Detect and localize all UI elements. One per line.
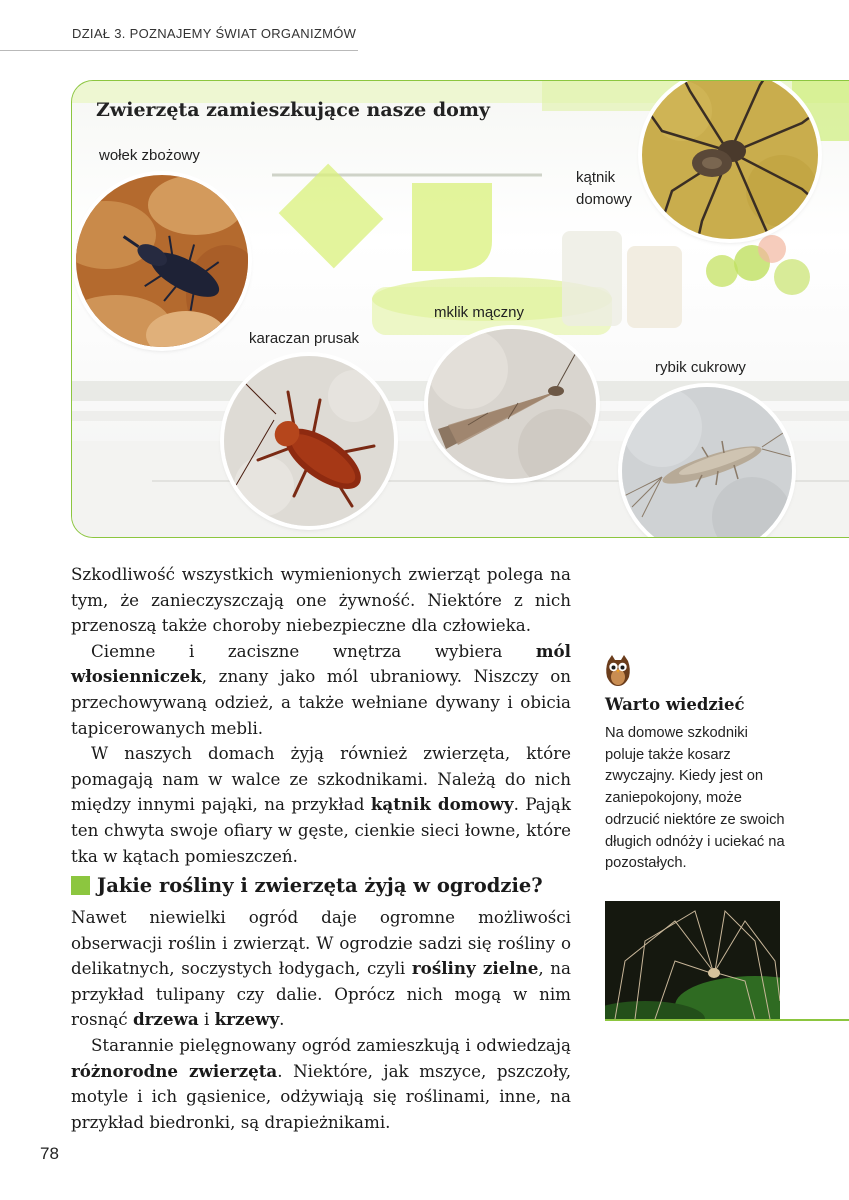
label-flour-moth: mklik mączny	[434, 304, 525, 321]
label-cockroach: karaczan prusak	[249, 330, 360, 347]
paragraph: Starannie pielęgnowany ogród zamieszkują i odwiedzają różnorodne zwierzęta. Niektóre, jak mszyce, pszczoły, motyle i ich gąsienice, odżywiają się roślinami, inne, na przykład biedronki, są drapieżnikami.	[71, 1034, 571, 1132]
page-header	[0, 0, 849, 52]
cockroach-photo	[224, 356, 394, 526]
label-house-spider: kątnik domowy	[576, 169, 632, 208]
label-silverfish: rybik cukrowy	[655, 359, 746, 376]
fact-box-title: Warto wiedzieć	[605, 695, 745, 714]
paragraph: Szkodliwość wszystkich wymienionych zwierząt polega na tym, że zanieczyszczają one żywność. Niektóre z nich przenoszą także choroby niebezpieczne dla człowieka.	[71, 564, 571, 636]
paragraph: Ciemne i zaciszne wnętrza wybiera mól włosienniczek, znany jako mól ubraniowy. Niszczy on przechowywaną odzież, a także wełniane dywany i obicia tapicerowanych mebli.	[71, 640, 571, 738]
garden-text	[71, 905, 571, 1135]
bullet-square-icon	[71, 876, 90, 895]
section-heading: Jakie rośliny i zwierzęta żyją w ogrodzie?	[71, 874, 543, 897]
page-number: 78	[40, 1144, 59, 1163]
label-grain-weevil: wołek zbożowy	[99, 147, 200, 164]
header-divider	[0, 50, 358, 51]
section-header: DZIAŁ 3. POZNAJEMY ŚWIAT ORGANIZMÓW	[72, 26, 357, 41]
owl-icon	[605, 655, 631, 687]
fact-box-text: Na domowe szkodniki poluje także kosarz zwyczajny. Kiedy jest on zaniepokojony, może odrzucić niektóre ze swoich długich odnóży i uciekać na pozostałych.	[605, 725, 785, 872]
paragraph: Nawet niewielki ogród daje ogromne możliwości obserwacji roślin i zwierząt. W ogrodzie sadzi się rośliny o delikatnych, soczystych łodygach, czyli rośliny zielne, na przykład tulipany czy dalie. Oprócz nich mogą w nim rosnąć drzewa i krzewy.	[71, 907, 572, 1030]
intro-text	[71, 562, 571, 869]
grain-weevil-photo	[76, 175, 248, 347]
infographic-title: Zwierzęta zamieszkujące nasze domy	[96, 99, 490, 121]
harvestman-photo	[605, 901, 780, 1019]
household-animals-infographic	[71, 80, 849, 538]
fact-box-divider	[605, 1019, 849, 1021]
paragraph: W naszych domach żyją również zwierzęta, które pomagają nam w walce ze szkodnikami. Należą do nich między innymi pająki, na przykład kątnik domowy. Pająk ten chwyta swoje ofiary w gęste, cienkie sieci łowne, które tka w kątach pomieszczeń.	[71, 743, 571, 866]
flour-moth-photo	[428, 329, 596, 479]
